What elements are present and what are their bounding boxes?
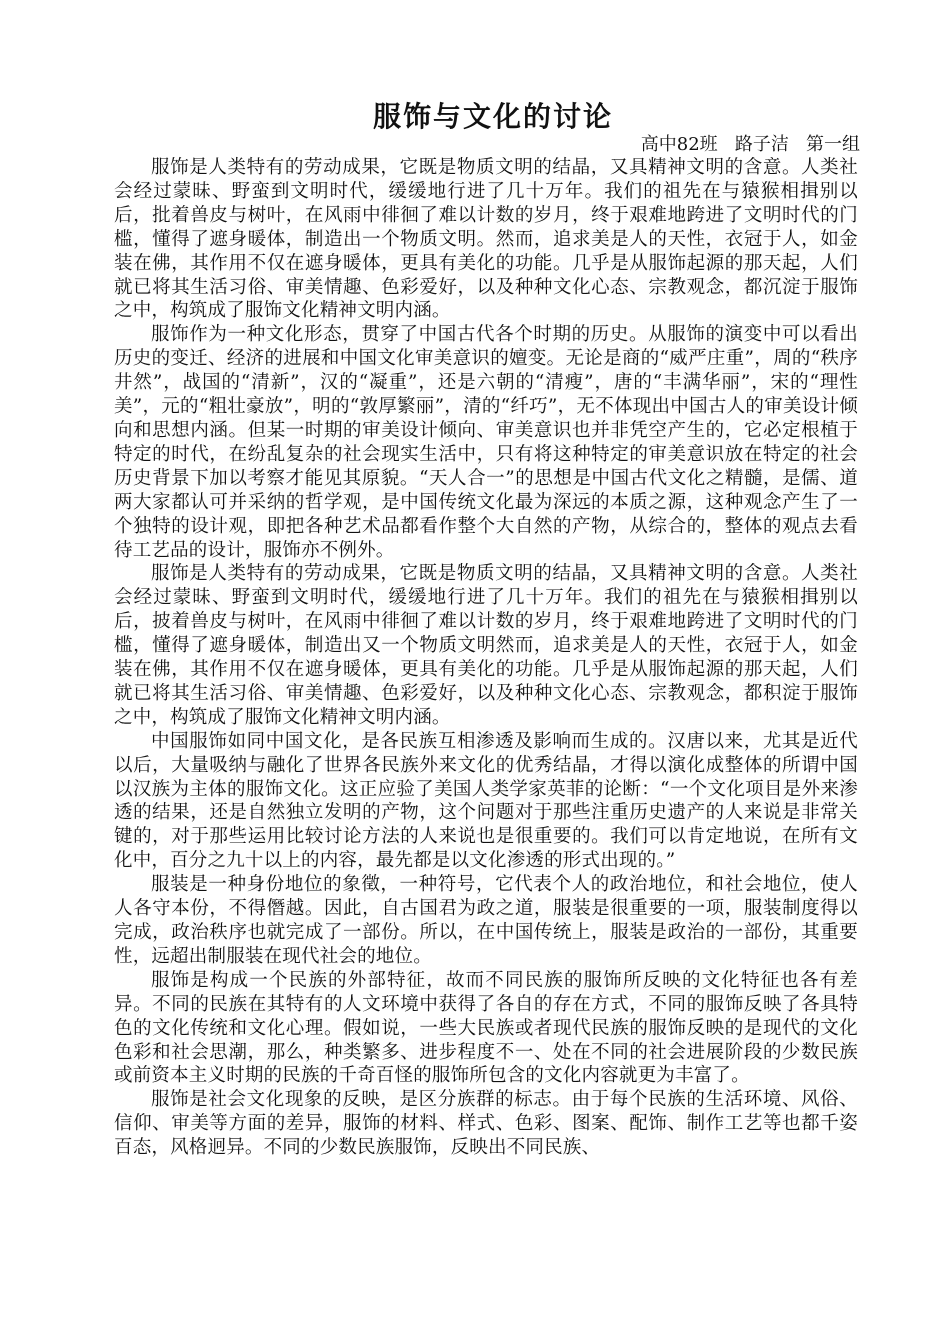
paragraph-6: 服饰是构成一个民族的外部特征，故而不同民族的服饰所反映的文化特征也各有差异。不同的民族在其特有的人文环境中获得了各自的存在方式，不同的服饰反映了各具特色的文化传统和文化心理。假如说，一些大民族或者现代民族的服饰反映的是现代的文化色彩和社会思潮，那么，种类繁多、进步程度不一、处在不同的社会进展阶段的少数民族或前资本主义时期的民族的千奇百怪的服饰所包含的文化内容就更为丰富了。 xyxy=(114,969,858,1087)
paragraph-3: 服饰是人类特有的劳动成果，它既是物质文明的结晶，又具精神文明的含意。人类社会经过蒙昧、野蛮到文明时代，缓缓地行进了几十万年。我们的祖先在与猿猴相揖别以后，披着兽皮与树叶，在风雨中徘徊了难以计数的岁月，终于艰难地跨进了文明时代的门槛，懂得了遮身暖体，制造出又一个物质文明然而，追求美是人的天性，衣冠于人，如金装在佛，其作用不仅在遮身暖体，更具有美化的功能。几乎是从服饰起源的那天起，人们就已将其生活习俗、审美情趣、色彩爱好，以及种种文化心态、宗教观念，都积淀于服饰之中，构筑成了服饰文化精神文明内涵。 xyxy=(114,563,858,728)
document-body xyxy=(114,156,858,1160)
paragraph-2: 服饰作为一种文化形态，贯穿了中国古代各个时期的历史。从服饰的演变中可以看出历史的变迁、经济的进展和中国文化审美意识的嬗变。无论是商的“威严庄重”，周的“秩序井然”，战国的“清新”，汉的“凝重”，还是六朝的“清瘦”，唐的“丰满华丽”，宋的“理性美”，元的“粗壮豪放”，明的“敦厚繁丽”，清的“纤巧”，无不体现出中国古人的审美设计倾向和思想内涵。但某一时期的审美设计倾向、审美意识也并非凭空产生的，它必定根植于特定的时代，在纷乱复杂的社会现实生活中，只有将这种特定的审美意识放在特定的社会历史背景下加以考察才能见其原貌。“天人合一”的思想是中国古代文化之精髓，是儒、道两大家都认可并采纳的哲学观，是中国传统文化最为深远的本质之源，这种观念产生了一个独特的设计观，即把各种艺术品都看作整个大自然的产物，从综合的，整体的观点去看待工艺品的设计，服饰亦不例外。 xyxy=(114,324,858,561)
paragraph-1: 服饰是人类特有的劳动成果，它既是物质文明的结晶，又具精神文明的含意。人类社会经过蒙昧、野蛮到文明时代，缓缓地行进了几十万年。我们的祖先在与猿猴相揖别以后，批着兽皮与树叶，在风雨中徘徊了难以计数的岁月，终于艰难地跨进了文明时代的门槛，懂得了遮身暖体，制造出一个物质文明。然而，追求美是人的天性，衣冠于人，如金装在佛，其作用不仅在遮身暖体，更具有美化的功能。几乎是从服饰起源的那天起，人们就已将其生活习俗、审美情趣、色彩爱好，以及种种文化心态、宗教观念，都沉淀于服饰之中，构筑成了服饰文化精神文明内涵。 xyxy=(114,157,858,322)
paragraph-7: 服饰是社会文化现象的反映，是区分族群的标志。由于每个民族的生活环境、风俗、信仰、审美等方面的差异，服饰的材料、样式、色彩、图案、配饰、制作工艺等也都千姿百态，风格迥异。不同的少数民族服饰，反映出不同民族、 xyxy=(114,1089,858,1159)
document-page xyxy=(114,100,858,1160)
author-line: 高中82班 路子洁 第一组 xyxy=(640,134,860,155)
paragraph-5: 服装是一种身份地位的象徵，一种符号，它代表个人的政治地位，和社会地位，使人人各守本份，不得僭越。因此，自古国君为政之道，服装是很重要的一项，服装制度得以完成，政治秩序也就完成了一部份。所以，在中国传统上，服装是政治的一部份，其重要性，远超出制服装在现代社会的地位。 xyxy=(114,874,858,967)
paragraph-4: 中国服饰如同中国文化，是各民族互相渗透及影响而生成的。汉唐以来，尤其是近代以后，大量吸纳与融化了世界各民族外来文化的优秀结晶，才得以演化成整体的所谓中国以汉族为主体的服饰文化。这正应验了美国人类学家英菲的论断：“一个文化项目是外来渗透的结果，还是自然独立发明的产物，这个问题对于那些注重历史遗产的人来说是非常关键的，对于那些运用比较讨论方法的人来说也是很重要的。我们可以肯定地说，在所有文化中，百分之九十以上的内容，最先都是以文化渗透的形式出现的。” xyxy=(114,730,858,872)
document-title: 服饰与文化的讨论 xyxy=(372,100,613,133)
